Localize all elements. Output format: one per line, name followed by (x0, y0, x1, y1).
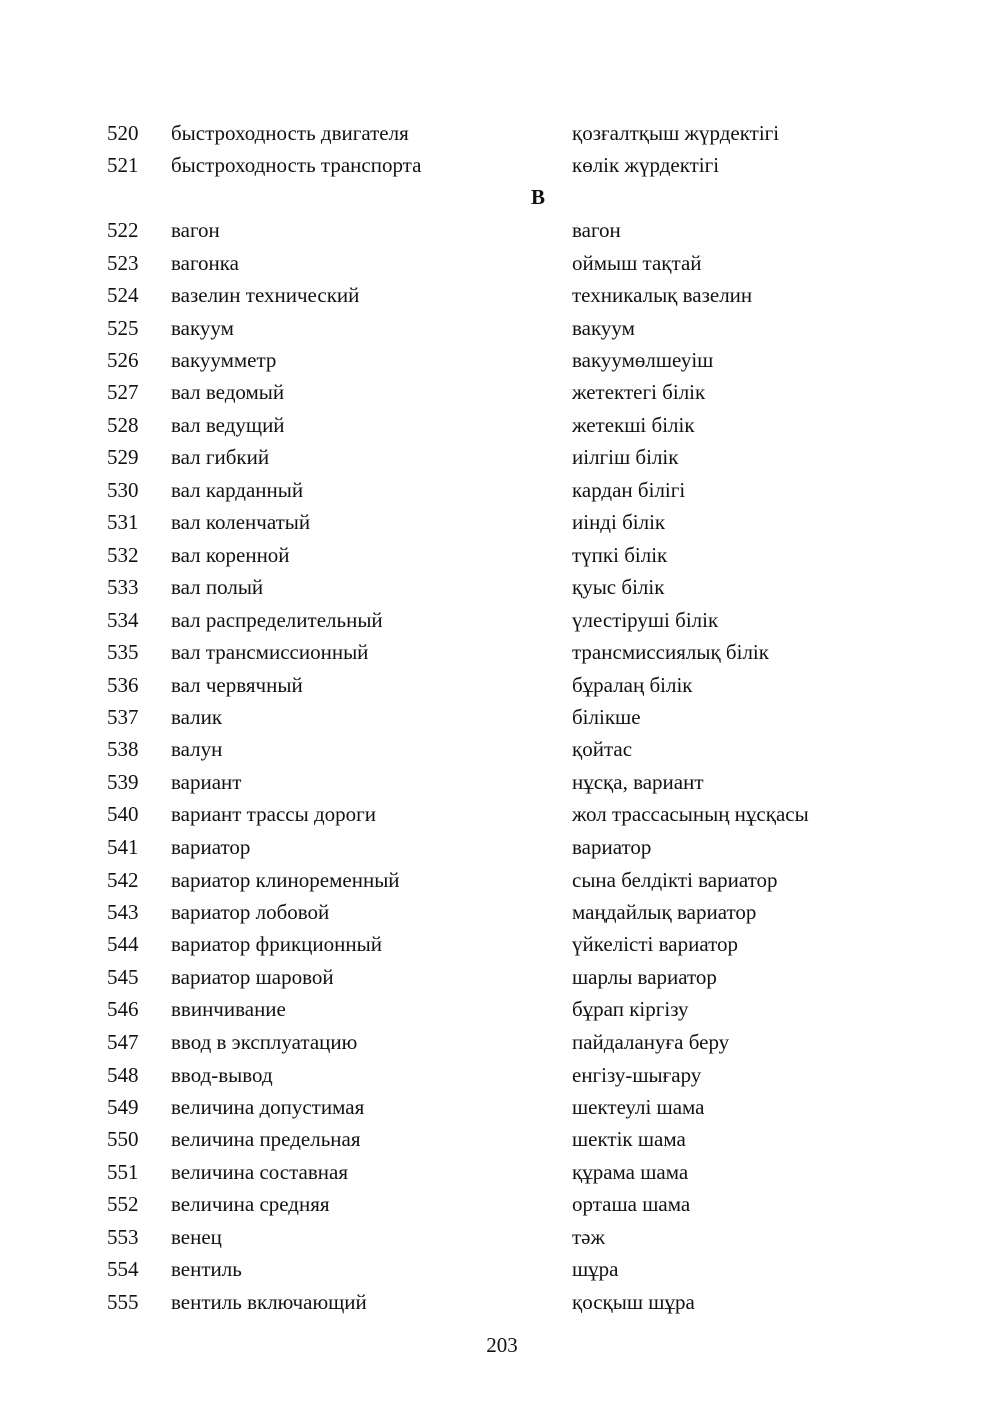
entry-russian-term: вал полый (171, 575, 264, 599)
entry-russian-term: вакуумметр (171, 348, 277, 372)
entry-row (0, 571, 1004, 603)
entry-kazakh-term: пайдалануға беру (572, 1030, 730, 1054)
entry-russian-term: вариант (171, 770, 242, 794)
entry-row (0, 928, 1004, 960)
entry-number: 546 (107, 997, 139, 1021)
entry-kazakh-term: үйкелісті вариатор (572, 932, 739, 956)
entry-russian-term: вал коленчатый (171, 510, 311, 534)
entry-number: 528 (107, 413, 139, 437)
entry-row (0, 961, 1004, 993)
entry-kazakh-term: кардан білігі (572, 478, 686, 502)
entry-row (0, 1188, 1004, 1220)
entry-number: 548 (107, 1063, 139, 1087)
entry-number: 524 (107, 283, 139, 307)
entry-number: 543 (107, 900, 139, 924)
entry-kazakh-term: құрама шама (572, 1160, 689, 1184)
entry-row (0, 1123, 1004, 1155)
entry-russian-term: вагонка (171, 251, 239, 275)
entry-russian-term: вазелин технический (171, 283, 360, 307)
entry-number: 539 (107, 770, 139, 794)
entry-russian-term: вариант трассы дороги (171, 802, 376, 826)
entry-kazakh-term: жетекші білік (572, 413, 695, 437)
entry-kazakh-term: үлестіруші білік (572, 608, 719, 632)
entry-kazakh-term: иілгіш білік (572, 445, 679, 469)
entry-row (0, 279, 1004, 311)
entry-number: 534 (107, 608, 139, 632)
entry-row (0, 896, 1004, 928)
entry-row (0, 214, 1004, 246)
entry-number: 520 (107, 121, 139, 145)
entry-kazakh-term: қозғалтқыш жүрдектігі (572, 121, 780, 145)
entry-number: 554 (107, 1257, 139, 1281)
entry-row (0, 1221, 1004, 1253)
entry-kazakh-term: иінді білік (572, 510, 666, 534)
entry-kazakh-term: шектеулі шама (572, 1095, 705, 1119)
entry-row (0, 506, 1004, 538)
entry-russian-term: вариатор клиноременный (171, 868, 400, 892)
entry-russian-term: вал трансмиссионный (171, 640, 369, 664)
entry-russian-term: быстроходность двигателя (171, 121, 409, 145)
entry-kazakh-term: вагон (572, 218, 621, 242)
entry-number: 532 (107, 543, 139, 567)
entry-row (0, 344, 1004, 376)
entry-russian-term: вариатор фрикционный (171, 932, 382, 956)
entry-number: 547 (107, 1030, 139, 1054)
entry-row (0, 149, 1004, 181)
entry-number: 555 (107, 1290, 139, 1314)
entry-russian-term: вентиль включающий (171, 1290, 367, 1314)
entry-number: 535 (107, 640, 139, 664)
entry-row (0, 1253, 1004, 1285)
entry-russian-term: вагон (171, 218, 220, 242)
entry-number: 522 (107, 218, 139, 242)
entry-kazakh-term: енгізу-шығару (572, 1063, 702, 1087)
entry-kazakh-term: орташа шама (572, 1192, 691, 1216)
entry-kazakh-term: қосқыш шұра (572, 1290, 695, 1314)
entry-kazakh-term: қуыс білік (572, 575, 665, 599)
entry-row (0, 539, 1004, 571)
entry-russian-term: вал карданный (171, 478, 304, 502)
entry-russian-term: вариатор шаровой (171, 965, 334, 989)
entry-row (0, 376, 1004, 408)
entry-russian-term: вариатор лобовой (171, 900, 330, 924)
entry-kazakh-term: вариатор (572, 835, 652, 859)
section-letter-heading: В (530, 185, 545, 209)
entry-row (0, 733, 1004, 765)
entry-kazakh-term: жол трассасының нұсқасы (572, 802, 809, 826)
entry-row (0, 247, 1004, 279)
entry-row (0, 636, 1004, 668)
entry-number: 525 (107, 316, 139, 340)
entry-kazakh-term: шектік шама (572, 1127, 686, 1151)
entry-kazakh-term: оймыш тақтай (572, 251, 702, 275)
entry-number: 521 (107, 153, 139, 177)
entry-russian-term: величина составная (171, 1160, 348, 1184)
entry-kazakh-term: тәж (572, 1225, 606, 1249)
entry-russian-term: валун (171, 737, 223, 761)
entry-row (0, 604, 1004, 636)
entry-row (0, 1156, 1004, 1188)
entry-kazakh-term: вакуум (572, 316, 635, 340)
entry-russian-term: вал ведущий (171, 413, 285, 437)
entry-number: 542 (107, 868, 139, 892)
entry-number: 536 (107, 673, 139, 697)
entry-row (0, 1026, 1004, 1058)
entry-number: 551 (107, 1160, 139, 1184)
entry-number: 527 (107, 380, 139, 404)
entry-number: 538 (107, 737, 139, 761)
entry-kazakh-term: бұрап кіргізу (572, 997, 689, 1021)
entry-number: 540 (107, 802, 139, 826)
entry-kazakh-term: трансмиссиялық білік (572, 640, 769, 664)
entry-russian-term: вал коренной (171, 543, 290, 567)
entry-row (0, 669, 1004, 701)
entry-row (0, 1091, 1004, 1123)
entry-russian-term: вал червячный (171, 673, 303, 697)
entry-row (0, 409, 1004, 441)
entry-row (0, 312, 1004, 344)
entry-kazakh-term: сына белдікті вариатор (572, 868, 778, 892)
entry-kazakh-term: көлік жүрдектігі (572, 153, 720, 177)
entry-russian-term: вал гибкий (171, 445, 270, 469)
entry-russian-term: величина средняя (171, 1192, 330, 1216)
entry-kazakh-term: жетектегі білік (572, 380, 706, 404)
entry-kazakh-term: шарлы вариатор (572, 965, 717, 989)
entry-number: 529 (107, 445, 139, 469)
entry-kazakh-term: нұсқа, вариант (572, 770, 704, 794)
entry-number: 531 (107, 510, 139, 534)
entry-russian-term: быстроходность транспорта (171, 153, 422, 177)
entry-russian-term: вакуум (171, 316, 234, 340)
entry-kazakh-term: қойтас (572, 737, 633, 761)
entry-kazakh-term: маңдайлық вариатор (572, 900, 757, 924)
entry-number: 550 (107, 1127, 139, 1151)
entry-number: 530 (107, 478, 139, 502)
entry-number: 533 (107, 575, 139, 599)
entry-row (0, 1059, 1004, 1091)
entry-russian-term: величина допустимая (171, 1095, 365, 1119)
entry-kazakh-term: білікше (572, 705, 641, 729)
entry-number: 545 (107, 965, 139, 989)
entry-row (0, 831, 1004, 863)
entry-row (0, 993, 1004, 1025)
entry-number: 541 (107, 835, 139, 859)
entry-kazakh-term: техникалық вазелин (572, 283, 753, 307)
entry-number: 537 (107, 705, 139, 729)
entry-row (0, 766, 1004, 798)
page-number: 203 (486, 1333, 518, 1357)
entry-russian-term: величина предельная (171, 1127, 361, 1151)
entry-russian-term: ввод в эксплуатацию (171, 1030, 358, 1054)
entry-russian-term: вентиль (171, 1257, 242, 1281)
entry-row (0, 798, 1004, 830)
entry-russian-term: вал ведомый (171, 380, 285, 404)
entry-kazakh-term: шұра (572, 1257, 619, 1281)
entry-russian-term: ввинчивание (171, 997, 286, 1021)
entry-russian-term: вал распределительный (171, 608, 383, 632)
entry-row (0, 864, 1004, 896)
entry-russian-term: венец (171, 1225, 222, 1249)
entry-row (0, 441, 1004, 473)
entry-kazakh-term: вакуумөлшеуіш (572, 348, 714, 372)
entry-russian-term: вариатор (171, 835, 251, 859)
entry-kazakh-term: бұралаң білік (572, 673, 693, 697)
entry-number: 523 (107, 251, 139, 275)
entry-number: 552 (107, 1192, 139, 1216)
entry-row (0, 117, 1004, 149)
entry-row (0, 474, 1004, 506)
entry-russian-term: валик (171, 705, 223, 729)
entry-row (0, 701, 1004, 733)
entry-row (0, 1286, 1004, 1318)
entry-number: 526 (107, 348, 139, 372)
entry-kazakh-term: түпкі білік (572, 543, 668, 567)
entry-russian-term: ввод-вывод (171, 1063, 273, 1087)
entry-number: 553 (107, 1225, 139, 1249)
entry-number: 544 (107, 932, 139, 956)
entry-number: 549 (107, 1095, 139, 1119)
